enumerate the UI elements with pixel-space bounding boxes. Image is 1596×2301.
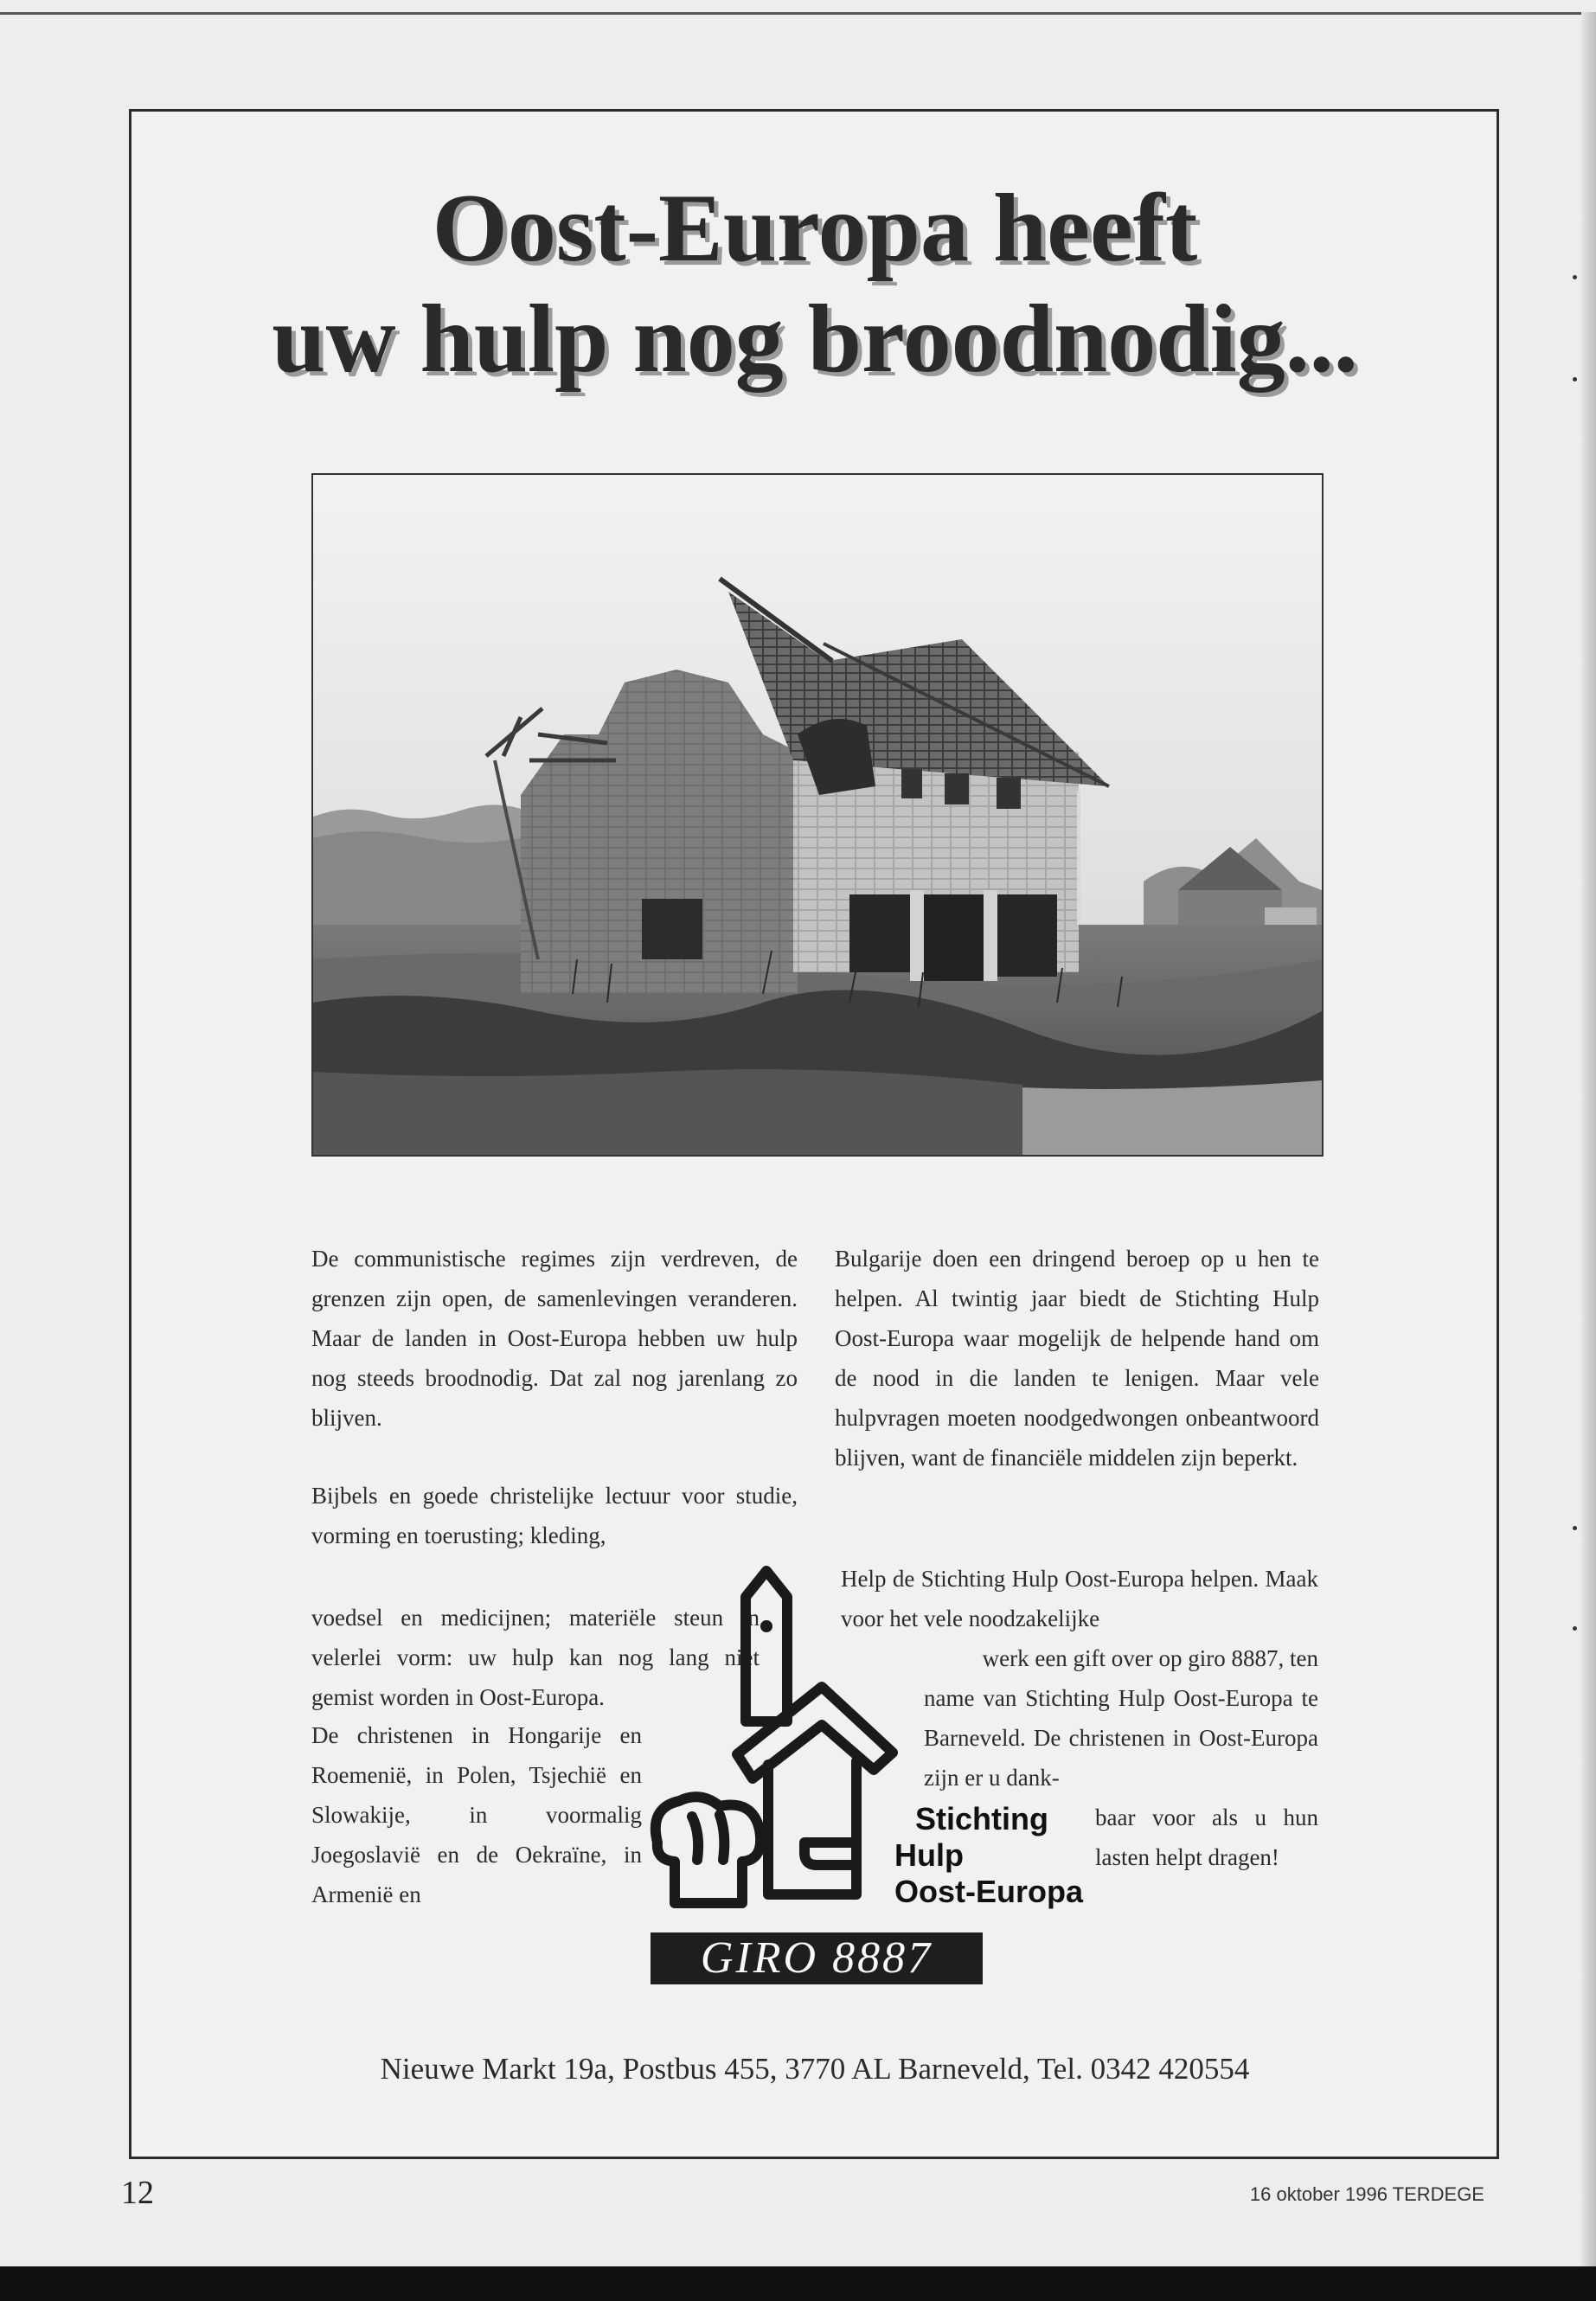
edge-mark [1573, 1626, 1577, 1631]
church-with-bread-icon [640, 1557, 900, 1912]
headline [130, 173, 1500, 394]
edge-mark [1573, 377, 1577, 381]
org-name-line-2: Hulp [894, 1837, 964, 1873]
body-left-paragraph-4: De christenen in Hongarije en Roemenië, in Polen, Tsjechië en Slowakije, in voormalig Joegoslavië en de Oekraïne, in Armenië en [311, 1722, 642, 1907]
body-left-paragraph-2: Bijbels en goede christelijke lectuur voor studie, vorming en toerusting; kleding, [311, 1483, 798, 1548]
damaged-house-photo [311, 473, 1324, 1157]
body-left-paragraph-3: voedsel en medicijnen; materiële steun in velerlei vorm: uw hulp kan nog lang niet gemist worden in Oost-Europa. [311, 1605, 760, 1710]
contact-address: Nieuwe Markt 19a, Postbus 455, 3770 AL Barneveld, Tel. 0342 420554 [380, 2052, 1250, 2086]
page-edge-shadow [1581, 12, 1596, 2266]
headline-line-1: Oost-Europa heeft [432, 175, 1198, 282]
body-right-paragraph-1: Bulgarije doen een dringend beroep op u hen te helpen. Al twintig jaar biedt de Stichting Hulp Oost-Europa waar mogelijk de helpende hand om de nood in die landen te lenigen. Maar vele hulpvragen moeten noodgedwongen onbeantwoord blijven, want de financiële middelen zijn beperkt. [835, 1246, 1319, 1471]
body-right-paragraph-5: baar voor als u hun lasten helpt dragen! [1095, 1804, 1318, 1870]
org-name-line-3: Oost-Europa [894, 1874, 1084, 1909]
body-left-paragraph-1: De communistische regimes zijn verdreven, de grenzen zijn open, de samenlevingen veranderen. Maar de landen in Oost-Europa hebben uw hulp nog steeds broodnodig. Dat zal nog jarenlang zo blijven. [311, 1246, 798, 1431]
body-right-paragraph-3: werk een gift over op giro 8887, ten [982, 1645, 1318, 1671]
body-right-paragraph-4: name van Stichting Hulp Oost-Europa te Barneveld. De christenen in Oost-Europa zijn er u dank- [924, 1685, 1318, 1791]
giro-number-banner: GIRO 8887 [651, 1932, 983, 1984]
headline-line-2: uw hulp nog broodnodig... [272, 285, 1358, 393]
edge-mark [1573, 1526, 1577, 1530]
page-number: 12 [121, 2175, 154, 2211]
org-name-line-1: Stichting [915, 1801, 1048, 1836]
top-rule [0, 12, 1596, 15]
edge-mark [1573, 275, 1577, 279]
bottom-band [0, 2266, 1596, 2301]
body-right-paragraph-2: Help de Stichting Hulp Oost-Europa helpen. Maak voor het vele noodzakelijke [841, 1566, 1318, 1631]
organization-name [894, 1801, 1102, 1910]
issue-date: 16 oktober 1996 TERDEGE [1249, 2183, 1484, 2205]
